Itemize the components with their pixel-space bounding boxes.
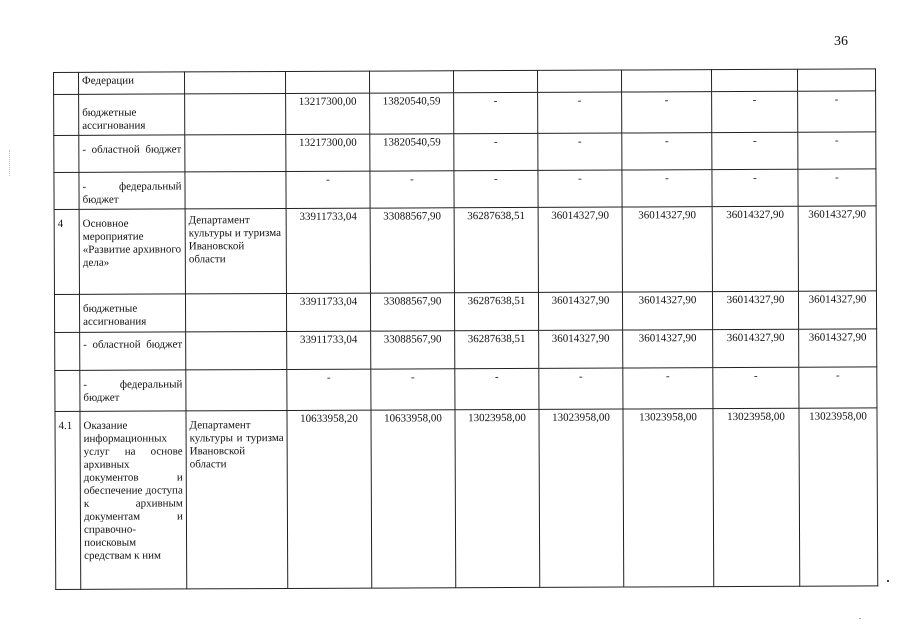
value-cell: - — [712, 91, 798, 132]
value-cell: 33911733,04 — [286, 293, 370, 331]
table-row — [55, 329, 877, 371]
row-name: Федерации — [79, 72, 185, 94]
value-cell: 36014327,90 — [798, 206, 876, 291]
value-cell: 36014327,90 — [713, 329, 799, 367]
value-cell: 36014327,90 — [712, 206, 798, 291]
value-cell: 33088567,90 — [371, 331, 455, 369]
value-cell: 36014327,90 — [538, 207, 622, 292]
row-executor — [185, 134, 286, 171]
value-cell: - — [798, 132, 876, 169]
value-cell: - — [712, 132, 798, 169]
row-executor — [186, 369, 287, 410]
value-cell — [797, 69, 875, 91]
value-cell: 36014327,90 — [538, 292, 622, 330]
value-cell: 10633958,20 — [287, 410, 372, 588]
value-cell: - — [454, 170, 538, 207]
value-cell: 33911733,04 — [286, 208, 370, 293]
value-cell: - — [712, 169, 798, 206]
row-name: - федеральный бюджет — [80, 370, 186, 411]
scan-edge-marks — [9, 150, 12, 176]
table-row — [54, 291, 876, 333]
row-number — [54, 172, 79, 209]
value-cell: 36014327,90 — [799, 329, 877, 367]
value-cell: - — [454, 92, 538, 133]
value-cell: - — [370, 171, 454, 208]
row-number — [54, 135, 79, 172]
value-cell: - — [454, 133, 538, 170]
value-cell: - — [798, 169, 876, 206]
value-cell: - — [538, 92, 622, 133]
row-name: Оказание информационных услуг на основе архивных документов и обеспечение доступа к архивным документам и справочно-поисковым средствам к ним — [80, 411, 187, 589]
value-cell: 13820540,59 — [370, 134, 454, 171]
table-row — [54, 132, 876, 173]
value-cell — [453, 70, 537, 92]
value-cell — [285, 71, 369, 93]
row-executor — [185, 293, 286, 331]
value-cell: 13023958,00 — [539, 409, 624, 587]
scan-speck — [887, 580, 889, 582]
value-cell: 36014327,90 — [539, 330, 623, 368]
value-cell: - — [286, 171, 370, 208]
row-executor — [185, 171, 286, 208]
value-cell — [369, 71, 453, 93]
value-cell: - — [455, 368, 539, 409]
value-cell: - — [287, 369, 371, 410]
value-cell: 13023958,00 — [713, 408, 800, 586]
value-cell — [537, 70, 621, 92]
value-cell: - — [622, 92, 712, 133]
value-cell: 36287638,51 — [455, 330, 539, 368]
value-cell: 13023958,00 — [799, 408, 878, 586]
row-name: бюджетные ассигнования — [79, 294, 185, 332]
value-cell: - — [798, 91, 876, 132]
value-cell: 36014327,90 — [622, 292, 712, 330]
value-cell: - — [622, 133, 712, 170]
value-cell: 33911733,04 — [287, 331, 371, 369]
row-number — [54, 94, 79, 135]
value-cell — [711, 69, 797, 91]
row-name: Основное мероприятие «Развитие архивного дела» — [79, 209, 185, 294]
value-cell: 13023958,00 — [455, 409, 540, 587]
value-cell: - — [539, 368, 623, 409]
row-number — [54, 294, 79, 332]
table-row — [54, 169, 876, 210]
value-cell: 13217300,00 — [286, 93, 370, 134]
row-executor — [185, 93, 286, 134]
row-executor — [186, 331, 287, 369]
value-cell: - — [538, 133, 622, 170]
row-name: - федеральный бюджет — [79, 172, 185, 209]
value-cell: - — [622, 170, 712, 207]
value-cell: 36014327,90 — [622, 207, 712, 292]
value-cell: 36014327,90 — [623, 330, 713, 368]
value-cell: 13023958,00 — [623, 409, 714, 587]
value-cell: - — [538, 170, 622, 207]
row-executor: Департамент культуры и туризма Ивановской области — [186, 410, 288, 588]
scan-speck — [859, 618, 861, 619]
value-cell: 13217300,00 — [286, 134, 370, 171]
value-cell: 36014327,90 — [798, 291, 876, 329]
row-number — [55, 332, 80, 370]
value-cell: 36287638,51 — [454, 207, 538, 292]
table-row — [55, 367, 877, 412]
value-cell: - — [371, 369, 455, 410]
row-number: 4.1 — [55, 411, 81, 589]
value-cell: - — [713, 367, 799, 408]
row-executor — [185, 71, 286, 93]
table-row — [55, 408, 878, 590]
budget-table — [53, 68, 878, 590]
value-cell: 36287638,51 — [454, 292, 538, 330]
row-name: бюджетные ассигнования — [79, 94, 185, 135]
row-executor: Департамент культуры и туризма Ивановской области — [185, 208, 286, 293]
value-cell: - — [799, 367, 877, 408]
value-cell: 36014327,90 — [712, 291, 798, 329]
value-cell — [621, 70, 711, 92]
table-row — [54, 91, 876, 136]
value-cell: 13820540,59 — [370, 93, 454, 134]
table-row — [54, 206, 876, 295]
row-name: - областной бюджет — [79, 135, 185, 172]
row-name: - областной бюджет — [80, 332, 186, 370]
value-cell: 10633958,00 — [371, 410, 456, 588]
value-cell: - — [623, 368, 713, 409]
row-number — [55, 370, 80, 411]
row-number: 4 — [54, 209, 79, 294]
row-number — [54, 72, 79, 94]
value-cell: 33088567,90 — [370, 293, 454, 331]
value-cell: 33088567,90 — [370, 208, 454, 293]
page-number: 36 — [834, 34, 848, 49]
